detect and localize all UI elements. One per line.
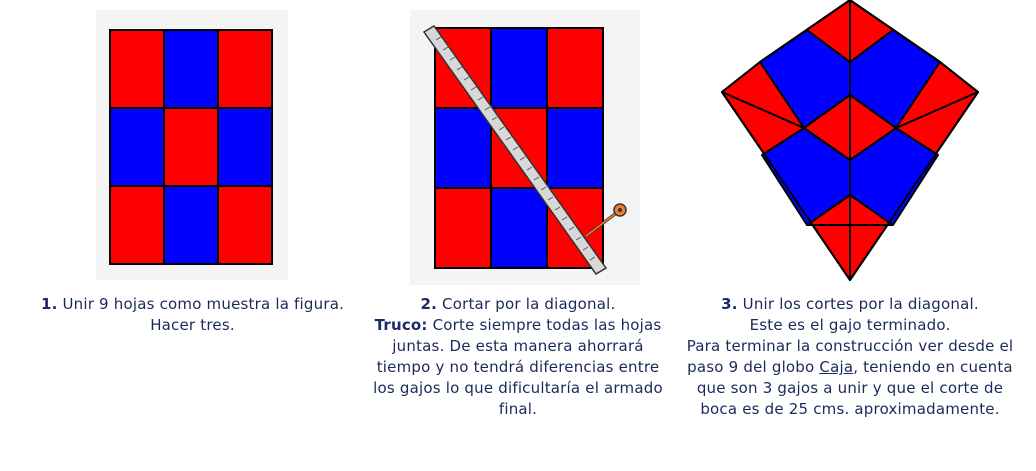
step-1-caption (40, 294, 345, 336)
step-number: 2. (420, 295, 438, 313)
diagonal-cut-figure (410, 10, 640, 285)
step-text-2: Este es el gajo terminado. (749, 316, 951, 334)
step-number: 3. (721, 295, 738, 313)
step-text: Unir los cortes por la diagonal. (742, 295, 979, 313)
step-number: 1. (40, 295, 58, 313)
finished-gore-figure (712, 0, 988, 285)
step-text: Cortar por la diagonal. (442, 295, 616, 313)
caja-link[interactable]: Caja (819, 358, 854, 376)
sheets-grid-figure (96, 10, 288, 280)
step-text-3: Para terminar la construcción ver desde el paso 9 del globo (686, 337, 1014, 376)
step-3-caption (680, 294, 1020, 420)
tip-text: Corte siempre todas las hojas juntas. De esta manera ahorrará tiempo y no tendrá diferencias entre los gajos lo que dificultaría el armado final. (373, 316, 663, 418)
step-text: Unir 9 hojas como muestra la figura. Hacer tres. (62, 295, 345, 334)
tip-label: Truco: (374, 316, 428, 334)
step-text-4: , teniendo en cuenta que son 3 gajos a unir y que el corte de boca es de 25 cms. aproximadamente. (696, 358, 1013, 418)
step-2-caption (368, 294, 668, 420)
